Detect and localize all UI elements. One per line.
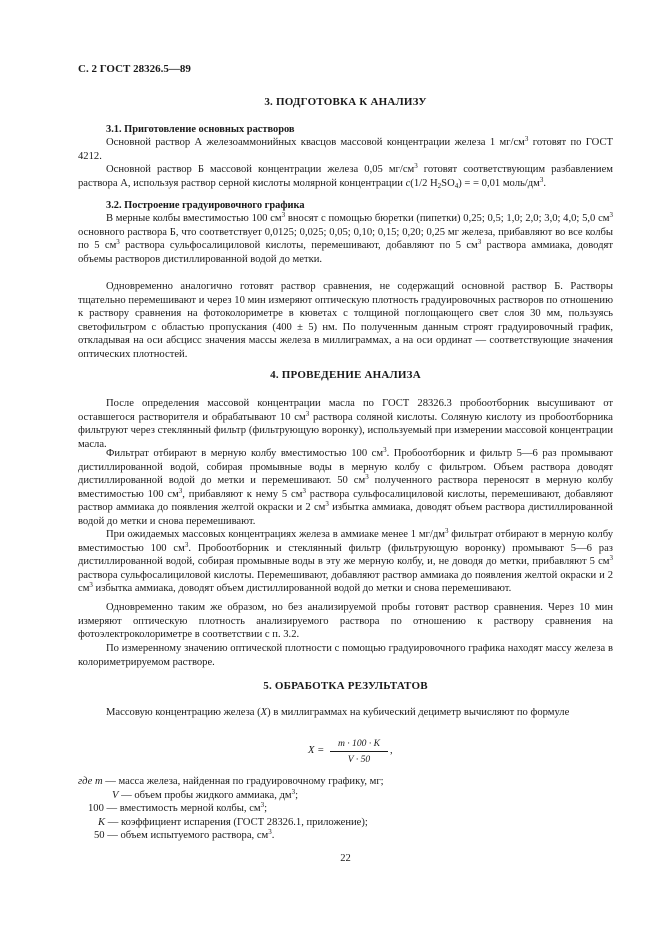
legend-line-100: 100 — вместимость мерной колбы, $см^3$; (88, 801, 268, 814)
legend-line-50: 50 — объем испытуемого раствора, $см^3$. (94, 828, 275, 841)
formula-numerator: m · 100 · K (337, 738, 381, 749)
paragraph-4-c: При ожидаемых массовых концентрациях железа в аммиаке менее 1 $мг/дм^3$ фильтрат отбирают в мерную колбу вместимостью 100 $см^3$. Пробоотборник и стеклянный фильтр (фильтрующую воронку) промывают 5—6 раз дистиллированной водой, собирая промывные воды в эту же мерную колбу, и, не доводя до метки, прибавляют 5 $см^3$ раствора сульфосалициловой кислоты. Перемешивают, добавляют раствор аммиака до появления желтой окраски и 2 $см^3$ избытка аммиака, доводят объем дистиллированной водой до метки и снова перемешивают. (78, 527, 613, 594)
paragraph-4-a: После определения массовой концентрации масла по ГОСТ 28326.3 пробоотборник высушивают от оставшегося растворителя и обрабатывают 10 $см^3$ раствора соляной кислоты. Соляную кислоту из пробоотборника фильтруют через стеклянный фильтр (фильтрующую воронку), используемый при измерении массовой концентрации масла. (78, 398, 613, 450)
formula (300, 737, 420, 767)
formula-lhs: X = (308, 745, 325, 756)
paragraph-4-b: Фильтрат отбирают в мерную колбу вместимостью 100 $см^3$. Пробоотборник и фильтр 5—6 раз промывают дистиллированной водой, собирая промывные воды в мерную колбу с фильтром. Объем раствора доводят дистиллированной водой до метки и перемешивают. 50 $см^3$ полученного раствора переносят в мерную колбу вместимостью 100 $см^3$, прибавляют к нему 5 $см^3$ раствора сульфосалициловой кислоты, перемешивают, добавляют раствор аммиака до появления желтой окраски и 2 $см^3$ избытка аммиака, доводят объем раствора дистиллированной водой до метки и снова перемешивают. (78, 446, 613, 527)
formula-tail: , (390, 745, 393, 756)
legend-line-k: K — коэффициент испарения (ГОСТ 28326.1, приложение); (98, 816, 368, 828)
subsection-3-2-heading: 3.2. Построение градуировочного графика (106, 200, 305, 211)
subsection-3-1-heading: 3.1. Приготовление основных растворов (106, 124, 295, 135)
legend-line-m: где m — масса железа, найденная по градуировочному графику, мг; (78, 776, 384, 787)
paragraph-3-2-b: Одновременно аналогично готовят раствор сравнения, не содержащий основной раствор Б. Растворы тщательно перемешивают и через 10 мин измеряют оптическую плотность градуировочных растворов по отношению к раствору сравнения на фотоколориметре в кюветах с толщиной поглощающего свет слоя 30 мм, пользуясь светофильтром с областью пропускания (400 ± 5) нм. По полученным данным строят градуировочный график, откладывая на оси абсцисс значения массы железа в миллиграммах, а на оси ординат — соответствующие значения оптических плотностей. (78, 281, 613, 360)
section-4-heading: 4. ПРОВЕДЕНИЕ АНАЛИЗА (270, 369, 421, 381)
paragraph-4-e: По измеренному значению оптической плотности с помощью градуировочного графика находят массу железа в колориметрируемом растворе. (78, 643, 613, 668)
paragraph-4-d: Одновременно таким же образом, но без анализируемой пробы готовят раствор сравнения. Через 10 мин измеряют оптическую плотность анализируемого раствора по отношению к раствору сравнения на фотоэлектроколориметре в соответствии с п. 3.2. (78, 602, 613, 640)
section-5-heading: 5. ОБРАБОТКА РЕЗУЛЬТАТОВ (263, 680, 428, 692)
paragraph-3-2-a: В мерные колбы вместимостью 100 $см^3$ вносят с помощью бюретки (пипетки) 0,25; 0,5; 1,0; 2,0; 3,0; 4,0; 5,0 $см^3$ основного раствора Б, что соответствует 0,0125; 0,025; 0,05; 0,10; 0,15; 0,20; 0,25 мг железа, прибавляют во все колбы по 5 $см^3$ раствора сульфосалициловой кислоты, перемешивают, добавляют по 5 $см^3$ раствора аммиака, доводят объемы растворов дистиллированной водой до метки. (78, 211, 614, 265)
section-3-heading: 3. ПОДГОТОВКА К АНАЛИЗУ (264, 96, 427, 108)
formula-denominator: V · 50 (347, 754, 371, 765)
running-header: С. 2 ГОСТ 28326.5—89 (78, 63, 191, 75)
paragraph-3-1-b: Основной раствор Б массовой концентрации железа 0,05 $мг/см^3$ готовят соответствующим разбавлением раствора А, используя раствор серной кислоты молярной концентрации c(1/2 $H_2SO_4$) = = 0,01 моль/$дм^3$. (78, 162, 613, 190)
paragraph-3-1-a: Основной раствор А железоаммонийных квасцов массовой концентрации железа 1 $мг/см^3$ готовят по ГОСТ 4212. (78, 135, 613, 162)
paragraph-5-a: Массовую концентрацию железа (X) в миллиграммах на кубический дециметр вычисляют по формуле (106, 707, 570, 718)
legend-line-v: V — объем пробы жидкого аммиака, $дм^3$; (112, 787, 299, 801)
page-number: 22 (340, 853, 351, 864)
formula-fraction (330, 737, 388, 766)
variable-legend (78, 775, 384, 843)
fraction-bar (330, 751, 388, 752)
